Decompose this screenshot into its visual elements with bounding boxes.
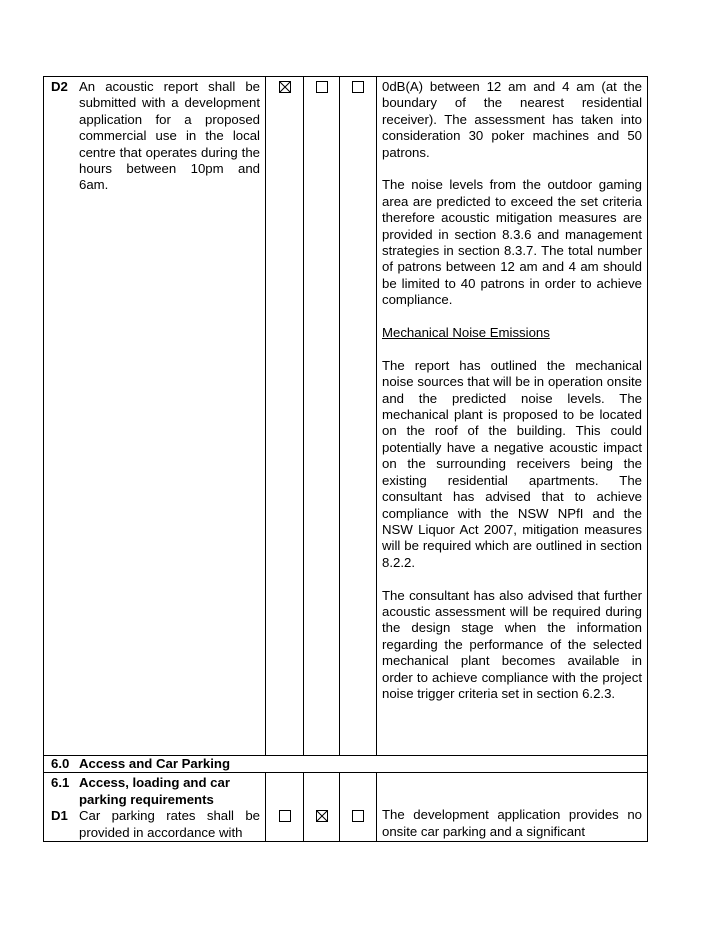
check-cell-1 <box>266 77 304 756</box>
check-x-icon <box>280 82 290 92</box>
control-text: An acoustic report shall be submitted with a development application for a proposed commercial use in the local centre that operates during the hours between 10pm and 6am. <box>79 79 260 193</box>
table-row-d1 <box>44 773 648 842</box>
control-cell-d2 <box>44 77 266 756</box>
section-title: Access and Car Parking <box>79 756 230 771</box>
comment-paragraph: 0dB(A) between 12 am and 4 am (at the boundary of the nearest residential receiver). The assessment has taken into consideration 30 poker machines and 50 patrons. <box>382 79 642 160</box>
control-code: D1 <box>51 808 68 824</box>
check-x-icon <box>317 811 327 821</box>
comment-paragraph: The noise levels from the outdoor gaming area are predicted to exceed the set criteria therefore acoustic mitigation measures are provided in section 8.3.6 and management strategies in section 8.3.7. The total number of patrons between 12 am and 4 am should be limited to 40 patrons in order to achieve compliance. <box>382 177 642 308</box>
check-cell-3 <box>340 773 377 842</box>
checkbox-d1-2[interactable] <box>316 810 328 822</box>
check-cell-2 <box>304 773 340 842</box>
checkbox-d2-3[interactable] <box>352 81 364 93</box>
section-code: 6.0 <box>51 756 70 771</box>
subsection-code: 6.1 <box>51 775 70 791</box>
check-cell-2 <box>304 77 340 756</box>
compliance-table <box>43 76 648 842</box>
control-code: D2 <box>51 79 68 94</box>
control-text: Car parking rates shall be provided in accordance with <box>79 808 260 840</box>
checkbox-d2-2[interactable] <box>316 81 328 93</box>
comment-paragraph: The development application provides no onsite car parking and a significant <box>382 807 642 839</box>
comment-paragraph: The consultant has also advised that further acoustic assessment will be required during the design stage when the information regarding the performance of the selected mechanical plant becomes available in order to achieve compliance with the project noise trigger criteria set in section 6.2.3. <box>382 587 642 701</box>
check-cell-3 <box>340 77 377 756</box>
table-row-d2 <box>44 77 648 756</box>
comment-paragraph: The report has outlined the mechanical noise sources that will be in operation onsite and the predicted noise levels. The mechanical plant is proposed to be located on the roof of the building. This could potentially have a negative acoustic impact on the surrounding receivers being the existing residential apartments. The consultant has advised that to achieve compliance with the NSW NPfI and the NSW Liquor Act 2007, mitigation measures will be required which are outlined in section 8.2.2. <box>382 357 642 570</box>
comment-cell-d1 <box>377 773 648 842</box>
section-heading <box>44 756 648 773</box>
subsection-title: Access, loading and car parking requirements <box>79 775 230 807</box>
section-row-6-0 <box>44 756 648 773</box>
control-cell-d1 <box>44 773 266 842</box>
checkbox-d2-1[interactable] <box>279 81 291 93</box>
comment-heading: Mechanical Noise Emissions <box>382 325 550 341</box>
checkbox-d1-3[interactable] <box>352 810 364 822</box>
comment-cell-d2 <box>377 77 648 756</box>
checkbox-d1-1[interactable] <box>279 810 291 822</box>
check-cell-1 <box>266 773 304 842</box>
